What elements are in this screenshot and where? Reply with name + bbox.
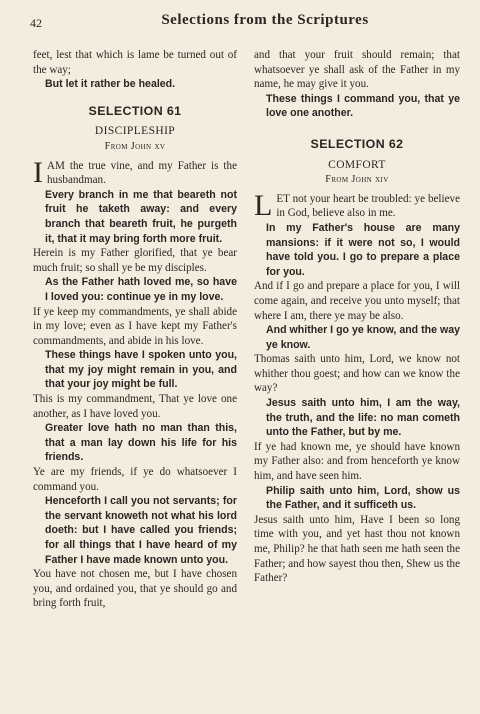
- selection-subtitle: COMFORT: [328, 158, 386, 171]
- selection-source: From John xiv: [325, 174, 389, 186]
- verse-response: Every branch in me that beareth not fruit he taketh away: and every branch that beareth fruit, he purgeth it, that it may bring forth more fruit.: [45, 188, 237, 245]
- verse-text: Thomas saith unto him, Lord, we know not whither thou goest; and how can we know the way?: [254, 353, 460, 395]
- verse-text: This is my commandment, That ye love one another, as I have loved you.: [33, 393, 237, 420]
- drop-cap: I: [33, 155, 43, 189]
- page-header: [0, 0, 480, 40]
- right-column: [254, 48, 460, 586]
- verse-text: Herein is my Father glorified, that ye bear much fruit; so shall ye be my disciples.: [33, 247, 237, 274]
- verse-response: These things have I spoken unto you, that my joy might remain in you, and that your joy might be full.: [45, 349, 237, 391]
- left-column: [33, 48, 237, 611]
- drop-cap: L: [254, 188, 273, 222]
- page-number: 42: [30, 16, 42, 30]
- verse-text: Ye are my friends, if ye do whatsoever I command you.: [33, 466, 237, 493]
- verse-response: In my Father's house are many mansions: if it were not so, I would have told you. I go to prepare a place for you.: [266, 221, 460, 278]
- verse-text: If ye had known me, ye should have known my Father also: and from henceforth ye know him, and have seen him.: [254, 440, 460, 483]
- verse-text: Jesus saith unto him, Have I been so long time with you, and yet hast thou not known me, Philip? he that hath seen me hath seen the Father; and how sayest thou then, Shew us the Father?: [254, 513, 460, 585]
- verse-response: Greater love hath no man than this, that a man lay down his life for his friends.: [45, 422, 237, 464]
- verse-response: And whither I go ye know, and the way ye know.: [266, 324, 460, 351]
- verse-text: LET not your heart be troubled: ye believe in God, believe also in me.: [254, 188, 460, 222]
- selection-title: SELECTION 62: [310, 136, 404, 151]
- verse-response: But let it rather be healed.: [45, 78, 176, 91]
- selection-subtitle: DISCIPLESHIP: [94, 125, 176, 138]
- selection-source: From John xv: [104, 140, 166, 152]
- verse-response: These things I command you, that ye love one another.: [266, 92, 460, 120]
- verse-response: Jesus saith unto him, I am the way, the truth, and the life: no man cometh unto the Father, but by me.: [266, 397, 460, 439]
- verse-text: And if I go and prepare a place for you, I will come again, and receive you unto myself; that where I am, there ye may be also.: [254, 280, 460, 322]
- verse-response: Henceforth I call you not servants; for the servant knoweth not what his lord doeth: but I have called you friends; for all things that I have heard of my Father I have made known unto you.: [45, 495, 237, 566]
- selection-title: SELECTION 61: [88, 103, 182, 118]
- verse-text: and that your fruit should remain; that whatsoever ye shall ask of the Father in my name, he may give it you.: [254, 49, 460, 91]
- verse-text: You have not chosen me, but I have chosen you, and ordained you, that ye should go and bring forth fruit,: [33, 568, 237, 610]
- verse-text: IAM the true vine, and my Father is the husbandman.: [33, 155, 237, 189]
- verse-response: As the Father hath loved me, so have I loved you: continue ye in my love.: [45, 276, 237, 303]
- running-title: Selections from the Scriptures: [161, 12, 369, 28]
- verse-text: If ye keep my commandments, ye shall abide in my love; even as I have kept my Father's commandments, and abide in his love.: [33, 305, 237, 347]
- verse-text: feet, lest that which is lame be turned out of the way;: [33, 49, 237, 76]
- verse-response: Philip saith unto him, Lord, show us the Father, and it sufficeth us.: [266, 484, 460, 512]
